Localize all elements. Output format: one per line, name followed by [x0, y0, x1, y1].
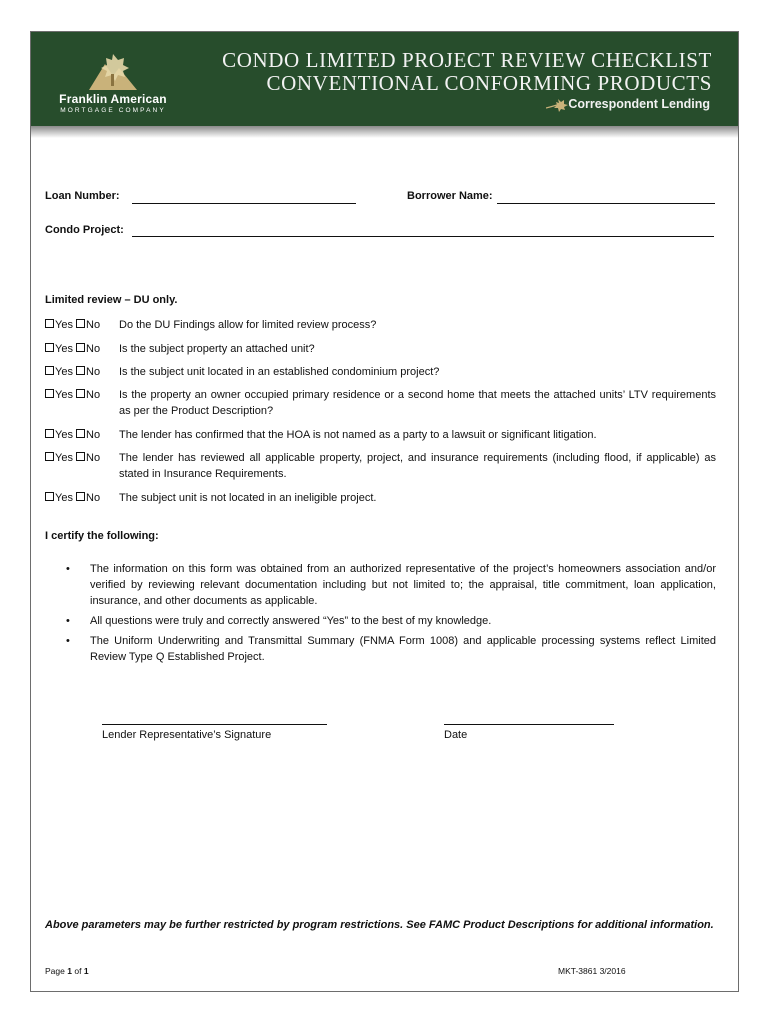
- page-current: 1: [67, 966, 72, 976]
- certify-bullet-text: The Uniform Underwriting and Transmittal Summary (FNMA Form 1008) and applicable processing systems reflect Limited Review Type Q Established Project.: [90, 635, 716, 663]
- yes-label: Yes: [55, 429, 73, 441]
- yes-checkbox[interactable]: [45, 366, 54, 375]
- yes-label: Yes: [55, 389, 73, 401]
- yes-checkbox[interactable]: [45, 452, 54, 461]
- oak-leaf-logo-icon: [83, 50, 143, 94]
- signature-field[interactable]: [102, 724, 327, 725]
- page-number: [45, 966, 89, 976]
- date-field[interactable]: [444, 724, 614, 725]
- borrower-name-label: Borrower Name:: [407, 190, 493, 202]
- no-label: No: [86, 492, 101, 504]
- loan-number-label: Loan Number:: [45, 190, 120, 202]
- question-text: The lender has confirmed that the HOA is not named as a party to a lawsuit or significant litigation.: [119, 429, 597, 441]
- no-checkbox[interactable]: [76, 452, 85, 461]
- no-checkbox[interactable]: [76, 429, 85, 438]
- yes-checkbox[interactable]: [45, 492, 54, 501]
- form-code: MKT-3861 3/2016: [558, 966, 626, 976]
- document-title-line1: CONDO LIMITED PROJECT REVIEW CHECKLIST: [222, 48, 712, 72]
- no-label: No: [86, 389, 101, 401]
- page-frame: [30, 31, 739, 992]
- condo-project-label: Condo Project:: [45, 224, 124, 236]
- no-checkbox[interactable]: [76, 366, 85, 375]
- borrower-name-field[interactable]: [497, 203, 715, 204]
- yes-checkbox[interactable]: [45, 429, 54, 438]
- no-checkbox[interactable]: [76, 343, 85, 352]
- yes-checkbox[interactable]: [45, 343, 54, 352]
- header-banner: [31, 32, 738, 126]
- date-label: Date: [444, 729, 468, 741]
- yes-label: Yes: [55, 366, 73, 378]
- bullet-dot-icon: •: [66, 635, 70, 647]
- page-total: 1: [83, 966, 89, 976]
- question-text: Do the DU Findings allow for limited review process?: [119, 319, 377, 331]
- division-label: Correspondent Lending: [568, 97, 710, 111]
- bullet-dot-icon: •: [66, 563, 70, 575]
- loan-number-field[interactable]: [132, 203, 356, 204]
- company-logo: [53, 46, 173, 118]
- condo-project-field[interactable]: [132, 236, 714, 237]
- question-text: Is the subject unit located in an established condominium project?: [119, 366, 440, 378]
- page-of: of: [74, 966, 82, 976]
- yes-label: Yes: [55, 343, 73, 355]
- yes-label: Yes: [55, 452, 73, 464]
- bullet-dot-icon: •: [66, 615, 70, 627]
- yes-checkbox[interactable]: [45, 389, 54, 398]
- no-label: No: [86, 429, 101, 441]
- page-word: Page: [45, 966, 65, 976]
- company-subtitle: MORTGAGE COMPANY: [60, 107, 166, 114]
- no-checkbox[interactable]: [76, 389, 85, 398]
- banner-shadow: [31, 126, 738, 138]
- no-checkbox[interactable]: [76, 319, 85, 328]
- limited-review-heading: Limited review – DU only.: [45, 294, 178, 306]
- certify-heading: I certify the following:: [45, 530, 159, 542]
- question-text: The subject unit is not located in an ineligible project.: [119, 492, 377, 504]
- signature-label: Lender Representative’s Signature: [102, 729, 272, 741]
- no-label: No: [86, 343, 101, 355]
- footer-note: Above parameters may be further restricted by program restrictions. See FAMC Product Descriptions for additional information.: [45, 919, 714, 931]
- yes-label: Yes: [55, 319, 73, 331]
- no-checkbox[interactable]: [76, 492, 85, 501]
- company-name: Franklin American: [59, 92, 167, 106]
- yes-label: Yes: [55, 492, 73, 504]
- question-text: Is the property an owner occupied primary residence or a second home that meets the attached units’ LTV requirements as per the Product Description?: [119, 389, 716, 417]
- yes-checkbox[interactable]: [45, 319, 54, 328]
- certify-bullet-text: The information on this form was obtained from an authorized representative of the project’s homeowners association and/or verified by reviewing relevant documentation including but not limited to; the appraisal, title commitment, loan application, insurance, and other documents as applicable.: [90, 563, 716, 607]
- document-title-line2: CONVENTIONAL CONFORMING PRODUCTS: [266, 71, 712, 95]
- certify-bullet-text: All questions were truly and correctly answered “Yes” to the best of my knowledge.: [90, 615, 492, 627]
- no-label: No: [86, 319, 101, 331]
- no-label: No: [86, 452, 101, 464]
- question-text: Is the subject property an attached unit?: [119, 343, 315, 355]
- question-text: The lender has reviewed all applicable property, project, and insurance requirements (including flood, if applicable) as stated in Insurance Requirements.: [119, 452, 716, 480]
- no-label: No: [86, 366, 101, 378]
